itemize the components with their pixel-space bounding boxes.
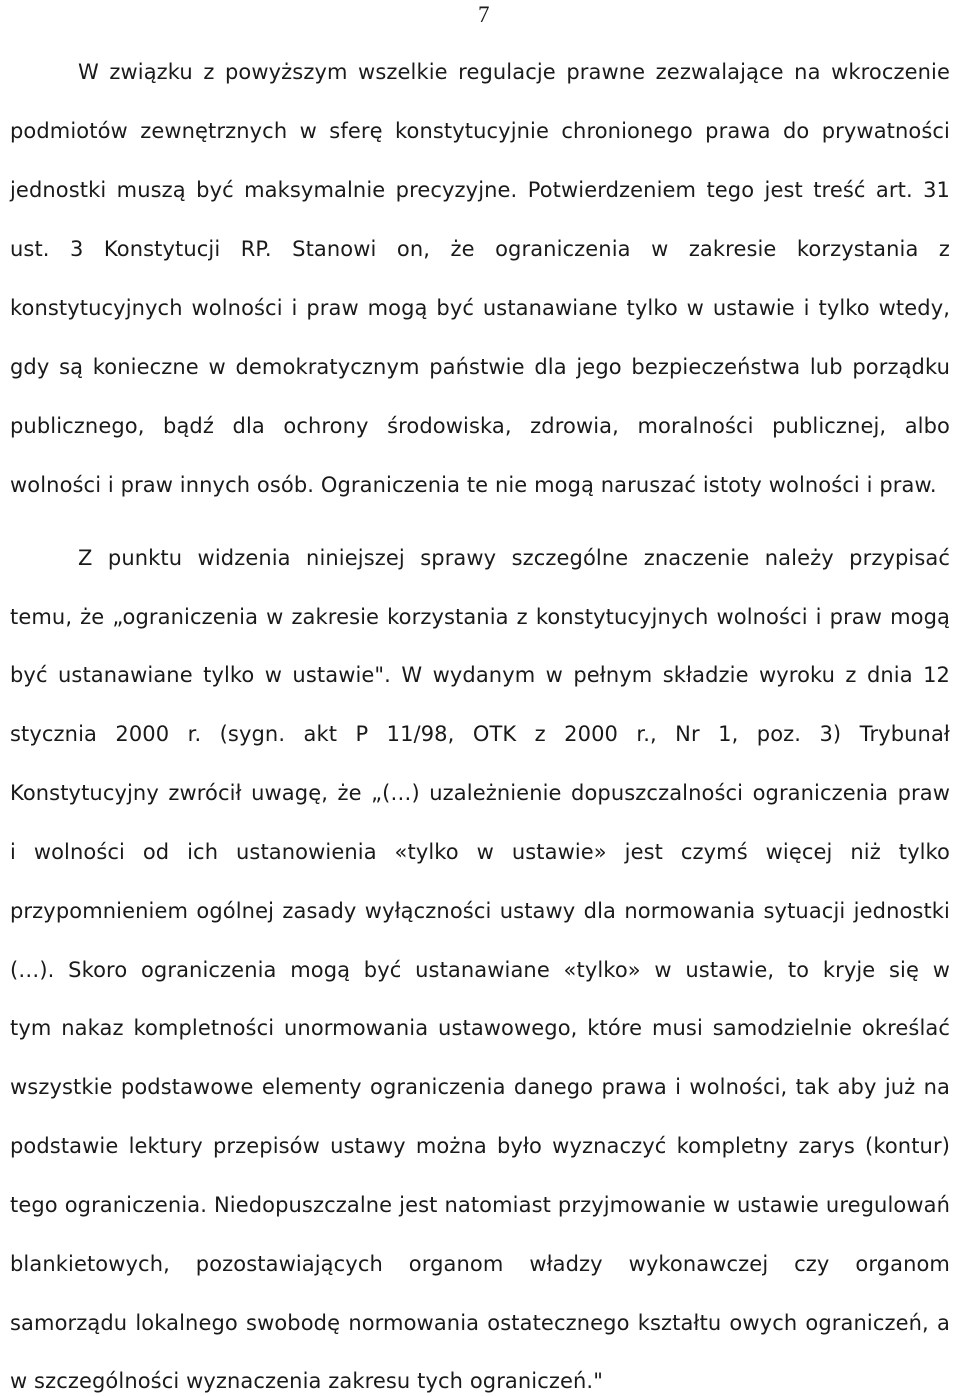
text-line: temu, że „ograniczenia w zakresie korzystania z konstytucyjnych wolności i praw mogą — [10, 605, 950, 629]
text-line: Konstytucyjny zwrócił uwagę, że „(…) uzależnienie dopuszczalności ograniczenia praw — [10, 781, 950, 805]
text-line: (…). Skoro ograniczenia mogą być ustanawiane «tylko» w ustawie, to kryje się w — [10, 958, 950, 982]
text-line: stycznia 2000 r. (sygn. akt P 11/98, OTK z 2000 r., Nr 1, poz. 3) Trybunał — [10, 722, 950, 746]
text-line: i wolności od ich ustanowienia «tylko w ustawie» jest czymś więcej niż tylko — [10, 840, 950, 864]
text-line: tego ograniczenia. Niedopuszczalne jest natomiast przyjmowanie w ustawie uregulowań — [10, 1193, 950, 1217]
text-line: tym nakaz kompletności unormowania ustawowego, które musi samodzielnie określać — [10, 1016, 950, 1040]
text-line: ust. 3 Konstytucji RP. Stanowi on, że ograniczenia w zakresie korzystania z — [10, 237, 950, 261]
text-line: gdy są konieczne w demokratycznym państwie dla jego bezpieczeństwa lub porządku — [10, 355, 950, 379]
text-line: konstytucyjnych wolności i praw mogą być ustanawiane tylko w ustawie i tylko wtedy, — [10, 296, 950, 320]
text-line: podmiotów zewnętrznych w sferę konstytucyjnie chronionego prawa do prywatności — [10, 119, 950, 143]
text-line: podstawie lektury przepisów ustawy można było wyznaczyć kompletny zarys (kontur) — [10, 1134, 950, 1158]
text-line: W związku z powyższym wszelkie regulacje prawne zezwalające na wkroczenie — [78, 60, 950, 84]
text-line: być ustanawiane tylko w ustawie". W wydanym w pełnym składzie wyroku z dnia 12 — [10, 663, 950, 687]
text-line: blankietowych, pozostawiających organom władzy wykonawczej czy organom — [10, 1252, 950, 1276]
text-line: wolności i praw innych osób. Ograniczenia te nie mogą naruszać istoty wolności i praw. — [10, 473, 937, 497]
text-line: w szczególności wyznaczenia zakresu tych ograniczeń." — [10, 1369, 603, 1393]
text-line: jednostki muszą być maksymalnie precyzyjne. Potwierdzeniem tego jest treść art. 31 — [10, 178, 950, 202]
text-line: wszystkie podstawowe elementy ograniczenia danego prawa i wolności, tak aby już na — [10, 1075, 950, 1099]
text-line: przypomnieniem ogólnej zasady wyłączności ustawy dla normowania sytuacji jednostki — [10, 899, 950, 923]
text-line: samorządu lokalnego swobodę normowania ostatecznego kształtu owych ograniczeń, a — [10, 1311, 950, 1335]
text-line: Z punktu widzenia niniejszej sprawy szczególne znaczenie należy przypisać — [78, 546, 950, 570]
text-line: publicznego, bądź dla ochrony środowiska, zdrowia, moralności publicznej, albo — [10, 414, 950, 438]
page-number: 7 — [478, 2, 490, 27]
